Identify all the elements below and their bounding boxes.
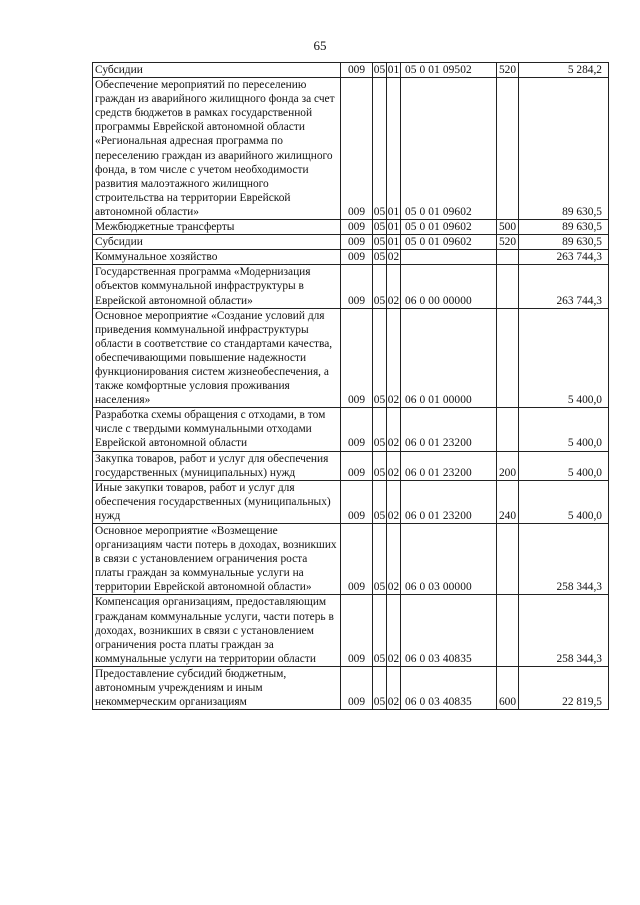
row-sum: 5 284,2 xyxy=(519,63,609,78)
row-name: Компенсация организациям, предоставляющим гражданам коммунальные услуги, части потерь в доходах, возникших в связи с установлением ограничения роста платы граждан за коммунальные услуги на территории области xyxy=(93,595,341,666)
row-name: Закупка товаров, работ и услуг для обеспечения государственных (муниципальных) нужд xyxy=(93,451,341,480)
row-name: Коммунальное хозяйство xyxy=(93,250,341,265)
row-pr: 02 xyxy=(387,480,401,523)
table-row xyxy=(93,250,609,265)
row-gr: 009 xyxy=(341,666,373,709)
row-rz: 05 xyxy=(373,221,386,234)
row-csr: 06 0 00 00000 xyxy=(401,265,497,308)
row-rz: 05 xyxy=(373,666,387,709)
row-vr: 500 xyxy=(497,220,519,235)
row-pr: 01 xyxy=(387,64,400,76)
row-rz: 05 xyxy=(373,408,387,451)
row-gr: 009 xyxy=(341,480,373,523)
row-sum: 258 344,3 xyxy=(519,595,609,666)
row-rz: 05 xyxy=(373,308,387,408)
row-csr: 05 0 01 09602 xyxy=(401,220,497,235)
row-sum: 5 400,0 xyxy=(519,408,609,451)
row-pr: 02 xyxy=(387,666,401,709)
row-name: Разработка схемы обращения с отходами, в том числе с твердыми коммунальными отходами Еврейской автономной области xyxy=(93,408,341,451)
table-row xyxy=(93,480,609,523)
row-sum: 263 744,3 xyxy=(519,265,609,308)
row-csr: 06 0 01 23200 xyxy=(401,408,497,451)
row-vr xyxy=(497,78,519,220)
row-vr xyxy=(497,265,519,308)
row-vr xyxy=(497,308,519,408)
row-sum: 5 400,0 xyxy=(519,480,609,523)
row-gr: 009 xyxy=(341,250,373,265)
table-row xyxy=(93,308,609,408)
table-row xyxy=(93,524,609,595)
row-gr: 009 xyxy=(341,595,373,666)
row-sum: 258 344,3 xyxy=(519,524,609,595)
row-name: Субсидии xyxy=(93,235,341,250)
row-pr: 02 xyxy=(387,451,401,480)
table-row xyxy=(93,451,609,480)
row-pr: 02 xyxy=(387,308,401,408)
row-rz: 05 xyxy=(373,236,386,249)
row-vr xyxy=(497,595,519,666)
row-vr xyxy=(497,408,519,451)
row-rz: 05 xyxy=(373,524,387,595)
table-row xyxy=(93,220,609,235)
row-csr: 05 0 01 09602 xyxy=(401,78,497,220)
row-sum: 5 400,0 xyxy=(519,451,609,480)
row-gr: 009 xyxy=(341,451,373,480)
table-row xyxy=(93,408,609,451)
row-vr: 200 xyxy=(497,451,519,480)
row-vr xyxy=(497,524,519,595)
row-pr: 01 xyxy=(387,78,401,220)
row-name: Предоставление субсидий бюджетным, автономным учреждениям и иным некоммерческим организациям xyxy=(93,666,341,709)
row-csr: 06 0 01 23200 xyxy=(401,451,497,480)
row-csr: 06 0 01 00000 xyxy=(401,308,497,408)
row-name: Государственная программа «Модернизация объектов коммунальной инфраструктуры в Еврейской автономной области» xyxy=(93,265,341,308)
row-gr: 009 xyxy=(341,308,373,408)
row-csr: 06 0 01 23200 xyxy=(401,480,497,523)
row-pr: 01 xyxy=(387,236,400,249)
row-gr: 009 xyxy=(341,63,373,78)
row-pr: 02 xyxy=(387,408,401,451)
row-pr: 02 xyxy=(387,265,401,308)
row-csr: 05 0 01 09502 xyxy=(401,63,497,78)
row-rz: 05 xyxy=(373,480,387,523)
row-rz: 05 xyxy=(373,265,387,308)
page-number: 65 xyxy=(313,38,327,53)
row-name: Межбюджетные трансферты xyxy=(93,220,341,235)
budget-table xyxy=(92,62,609,710)
table-row xyxy=(93,78,609,220)
row-name: Иные закупки товаров, работ и услуг для обеспечения государственных (муниципальных) нужд xyxy=(93,480,341,523)
row-pr: 02 xyxy=(387,251,400,264)
row-gr: 009 xyxy=(341,220,373,235)
row-csr: 05 0 01 09602 xyxy=(401,235,497,250)
row-pr: 02 xyxy=(387,524,401,595)
row-name: Основное мероприятие «Создание условий для приведения коммунальной инфраструктуры области в соответствие со стандартами качества, обеспечивающими повышение надежности функционирования систем жизнеобеспечения, а также комфортные условия проживания населения» xyxy=(93,308,341,408)
row-sum: 89 630,5 xyxy=(519,235,609,250)
row-rz: 05 xyxy=(373,251,386,264)
row-csr xyxy=(401,250,497,265)
table-row xyxy=(93,265,609,308)
row-gr: 009 xyxy=(341,235,373,250)
row-pr: 01 xyxy=(387,221,400,234)
row-rz: 05 xyxy=(373,595,387,666)
row-csr: 06 0 03 00000 xyxy=(401,524,497,595)
row-pr: 02 xyxy=(387,595,401,666)
row-name: Обеспечение мероприятий по переселению граждан из аварийного жилищного фонда за счет средств бюджетов в рамках государственной программы Еврейской автономной области «Региональная адресная программа по переселению граждан из аварийного жилищного фонда, в том числе с учетом необходимости развития малоэтажного жилищного строительства на территории Еврейской автономной области» xyxy=(93,78,341,220)
table-row xyxy=(93,235,609,250)
row-gr: 009 xyxy=(341,78,373,220)
row-name: Основное мероприятие «Возмещение организациям части потерь в доходах, возникших в связи с установлением ограничения роста платы граждан за коммунальные услуги на территории Еврейской автономной области» xyxy=(93,524,341,595)
table-row xyxy=(93,595,609,666)
row-sum: 89 630,5 xyxy=(519,78,609,220)
table-row xyxy=(93,63,609,78)
row-vr: 520 xyxy=(497,235,519,250)
row-sum: 263 744,3 xyxy=(519,250,609,265)
row-gr: 009 xyxy=(341,265,373,308)
row-vr xyxy=(497,250,519,265)
row-csr: 06 0 03 40835 xyxy=(401,595,497,666)
row-sum: 5 400,0 xyxy=(519,308,609,408)
table-row xyxy=(93,666,609,709)
row-rz: 05 xyxy=(373,64,386,76)
row-vr: 520 xyxy=(497,63,519,78)
row-rz: 05 xyxy=(373,78,387,220)
row-sum: 22 819,5 xyxy=(519,666,609,709)
row-sum: 89 630,5 xyxy=(519,220,609,235)
row-rz: 05 xyxy=(373,451,387,480)
row-gr: 009 xyxy=(341,408,373,451)
row-csr: 06 0 03 40835 xyxy=(401,666,497,709)
row-vr: 240 xyxy=(497,480,519,523)
row-name: Субсидии xyxy=(93,63,341,78)
row-gr: 009 xyxy=(341,524,373,595)
row-vr: 600 xyxy=(497,666,519,709)
